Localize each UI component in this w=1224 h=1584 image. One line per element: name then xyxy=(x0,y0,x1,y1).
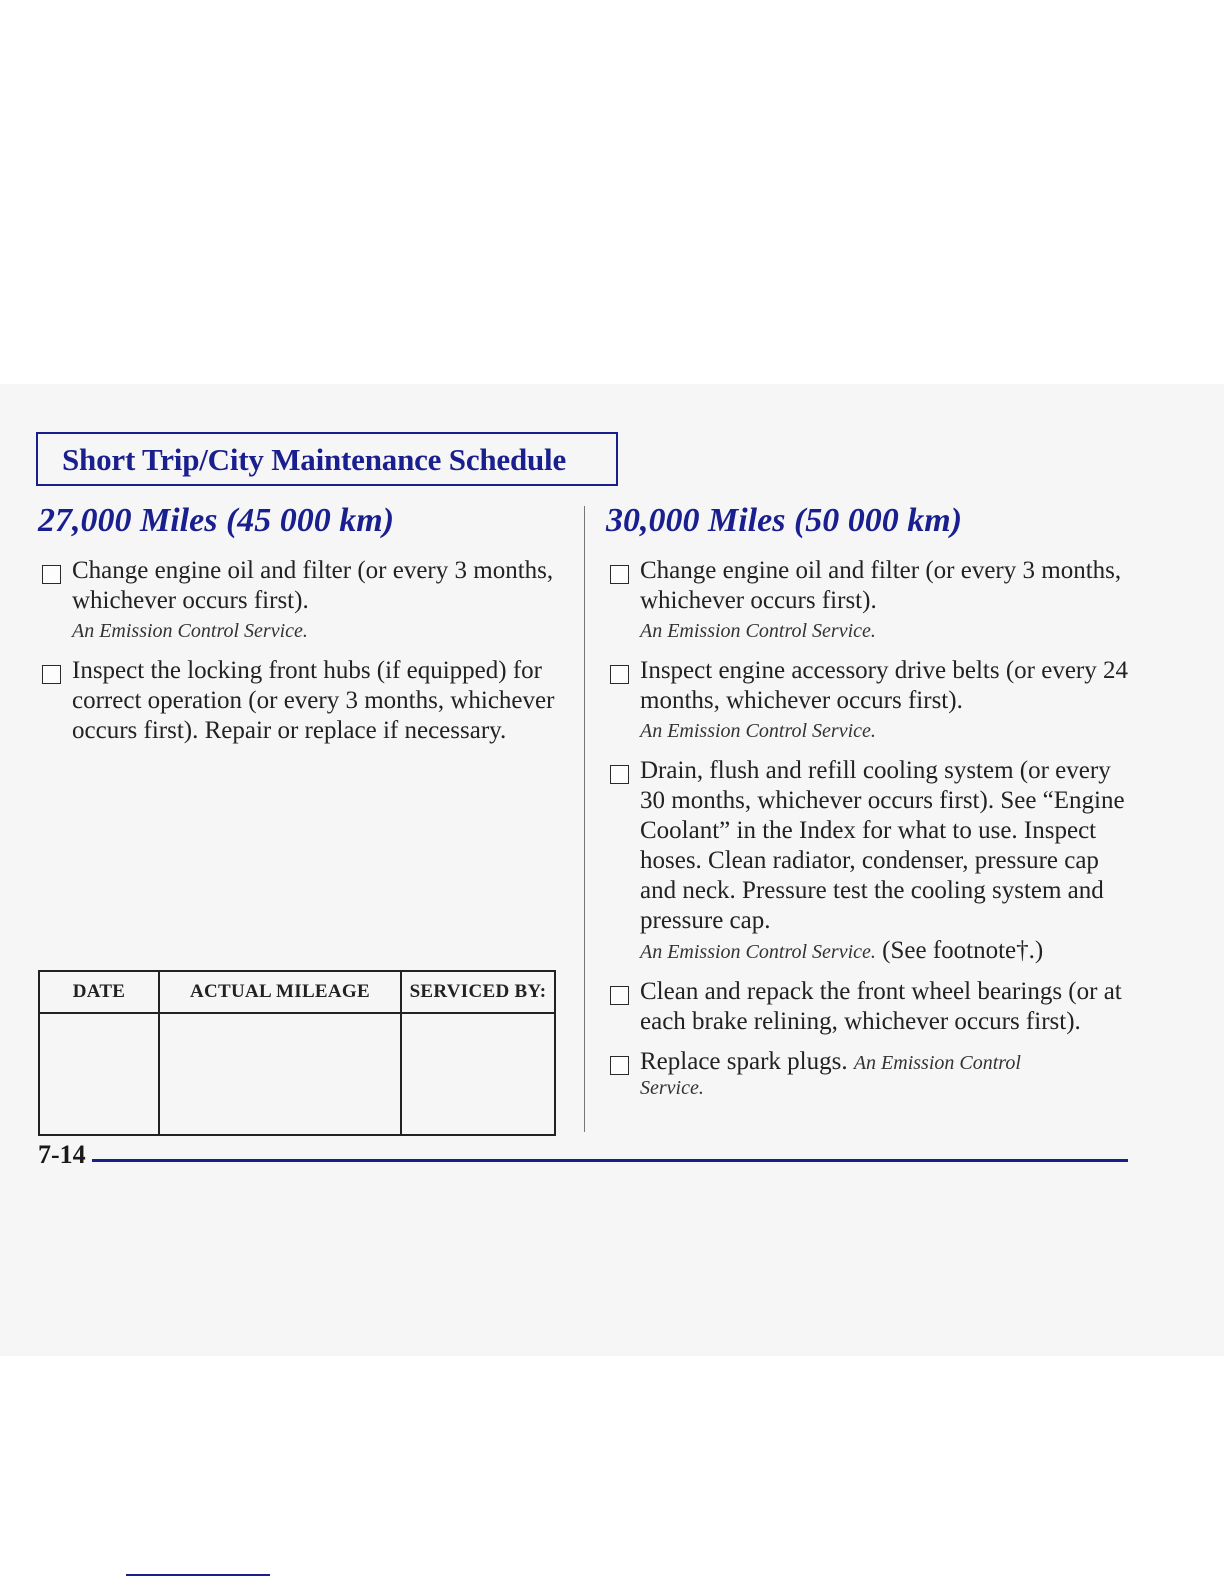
date-cell[interactable] xyxy=(39,1013,159,1135)
item-text: Change engine oil and filter (or every 3 months, whichever occurs first). xyxy=(72,557,554,614)
item-text: Change engine oil and filter (or every 3 months, whichever occurs first). xyxy=(640,557,1122,614)
emission-note-line xyxy=(640,936,1136,967)
emission-note: An Emission Control Service. xyxy=(640,720,876,742)
mileage-heading-30000: 30,000 Miles (50 000 km) xyxy=(606,502,963,539)
serviced-by-cell[interactable] xyxy=(401,1013,555,1135)
column-header-serviced-by: SERVICED BY: xyxy=(401,971,555,1013)
item-text: Replace spark plugs. xyxy=(640,1048,854,1075)
checkbox-icon[interactable] xyxy=(610,665,629,684)
item-text: Inspect engine accessory drive belts (or every 24 months, whichever occurs first). xyxy=(640,657,1129,714)
table-row xyxy=(39,1013,555,1135)
checklist-item xyxy=(38,656,558,746)
column-header-date: DATE xyxy=(39,971,159,1013)
footer-rule xyxy=(92,1159,1128,1162)
item-text: Drain, flush and refill cooling system (or every 30 months, whichever occurs first). See “Engine Coolant” in the Index for what to use. Inspect hoses. Clean radiator, condenser, pressure cap and neck. Pressure test the cooling system and pressure cap. xyxy=(640,757,1125,934)
checkbox-icon[interactable] xyxy=(42,565,61,584)
item-text: Inspect the locking front hubs (if equipped) for correct operation (or every 3 months, whichever occurs first). Repair or replace if necessary. xyxy=(72,657,555,744)
table-header-row xyxy=(39,971,555,1013)
checklist-item xyxy=(606,656,1136,746)
service-record-table xyxy=(38,970,556,1136)
emission-note: An Emission Control Service. xyxy=(640,941,876,963)
bottom-edge-mark xyxy=(126,1574,270,1576)
actual-mileage-cell[interactable] xyxy=(159,1013,401,1135)
emission-note: An Emission Control Service. xyxy=(72,620,308,642)
checkbox-icon[interactable] xyxy=(42,665,61,684)
checkbox-icon[interactable] xyxy=(610,765,629,784)
checkbox-icon[interactable] xyxy=(610,986,629,1005)
page-number: 7-14 xyxy=(38,1140,86,1169)
right-column xyxy=(606,500,1136,1110)
checklist-item xyxy=(38,556,558,646)
checkbox-icon[interactable] xyxy=(610,565,629,584)
emission-note: An Emission Control Service. xyxy=(640,1052,1021,1099)
checklist-item xyxy=(606,756,1136,967)
section-header xyxy=(36,432,618,486)
column-divider xyxy=(584,506,585,1132)
footnote-reference: (See footnote†.) xyxy=(875,937,1044,964)
section-title: Short Trip/City Maintenance Schedule xyxy=(62,442,567,477)
mileage-heading-27000: 27,000 Miles (45 000 km) xyxy=(38,502,395,539)
column-header-actual-mileage: ACTUAL MILEAGE xyxy=(159,971,401,1013)
checklist-item xyxy=(606,556,1136,646)
item-text: Clean and repack the front wheel bearings (or at each brake relining, whichever occurs first). xyxy=(640,978,1122,1035)
emission-note: An Emission Control Service. xyxy=(640,620,876,642)
checklist-item xyxy=(606,1047,1136,1100)
left-column xyxy=(38,500,558,756)
checkbox-icon[interactable] xyxy=(610,1056,629,1075)
checklist-item xyxy=(606,977,1136,1037)
